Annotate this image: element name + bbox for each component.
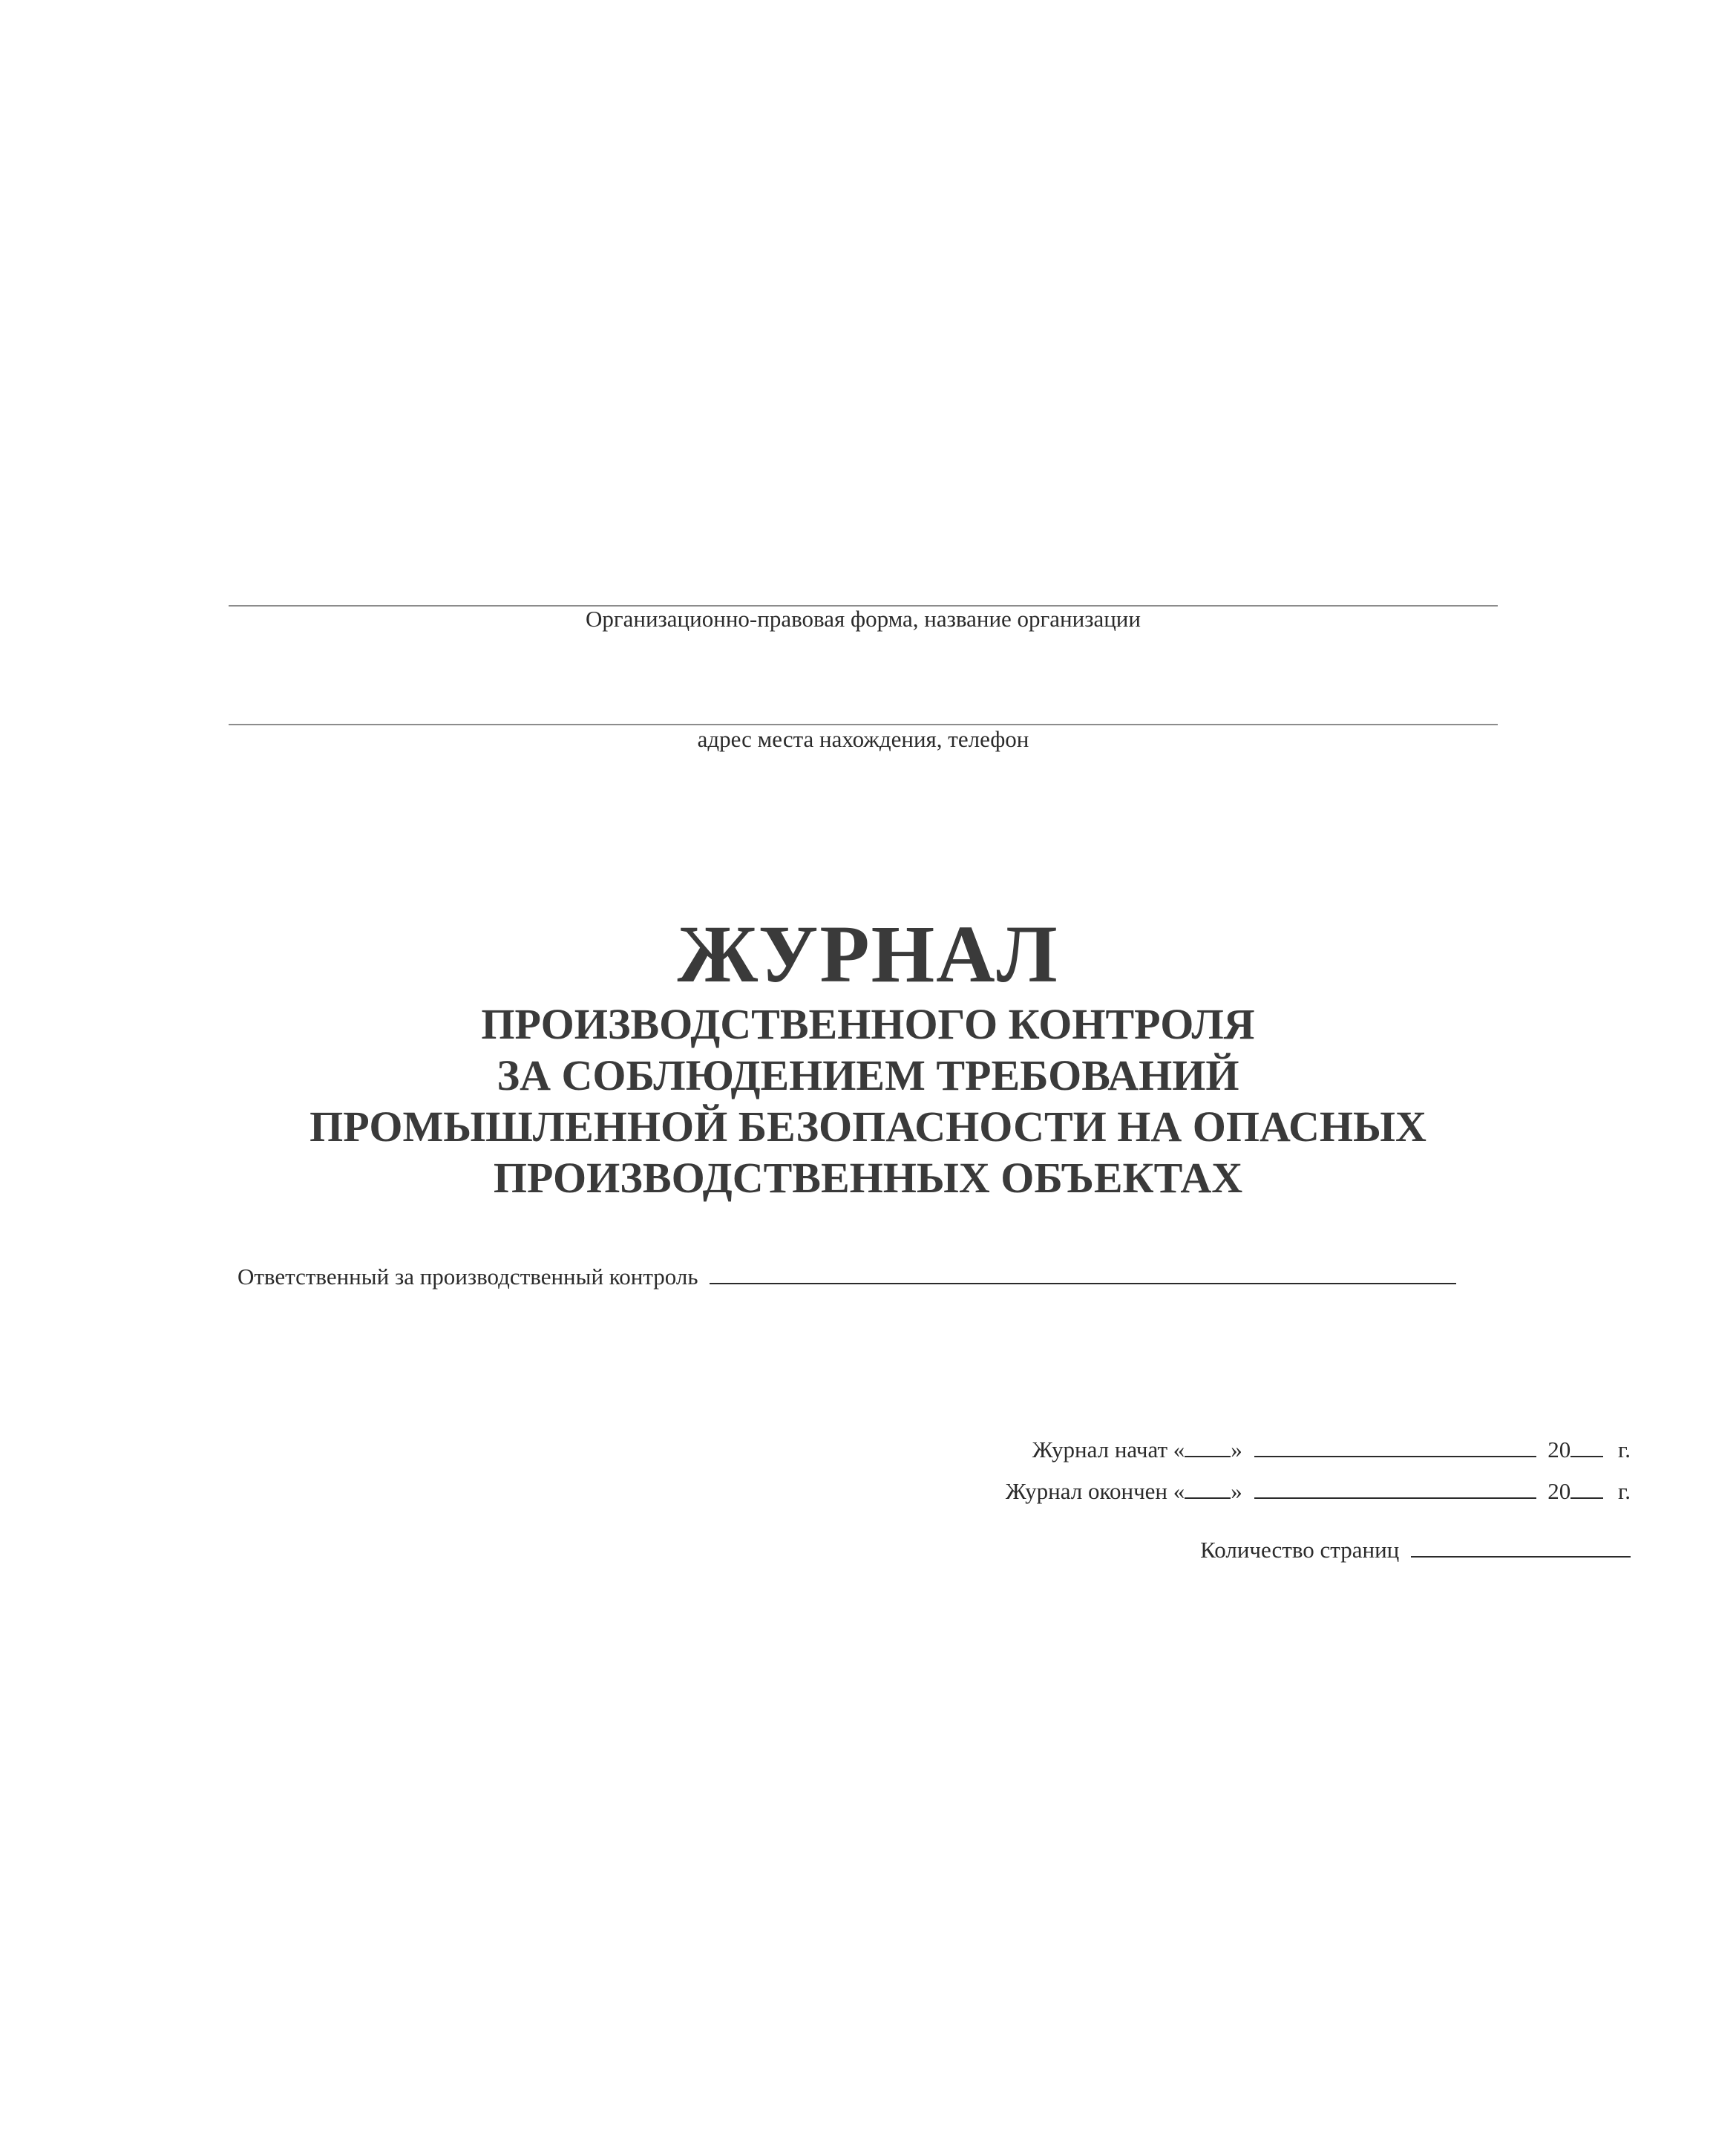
journal-ended-quote-close: » [1231, 1478, 1242, 1504]
journal-started-label: Журнал начат « [1032, 1437, 1185, 1462]
journal-ended-label: Журнал окончен « [1005, 1478, 1185, 1504]
subtitle-line-1: ПРОИЗВОДСТВЕННОГО КОНТРОЛЯ [481, 1000, 1255, 1048]
journal-started-day-field[interactable] [1185, 1435, 1231, 1457]
journal-started-row [1032, 1435, 1631, 1465]
title-block [0, 909, 1736, 1203]
page-count-label: Количество страниц [1200, 1537, 1400, 1563]
journal-ended-year-prefix: 20 [1547, 1478, 1571, 1504]
journal-ended-day-field[interactable] [1185, 1477, 1231, 1499]
journal-started-year-field[interactable] [1570, 1435, 1603, 1457]
journal-started-year-suffix: г. [1618, 1437, 1631, 1462]
journal-started-year-prefix: 20 [1547, 1437, 1571, 1462]
responsible-label: Ответственный за производственный контроль [238, 1264, 698, 1290]
page-title: ЖУРНАЛ [677, 909, 1059, 999]
page-count-field[interactable] [1411, 1535, 1631, 1558]
subtitle-line-2: ЗА СОБЛЮДЕНИЕМ ТРЕБОВАНИЙ [497, 1051, 1239, 1099]
page-count-row [1200, 1535, 1631, 1565]
org-name-caption: Организационно-правовая форма, название организации [586, 606, 1141, 632]
responsible-row [238, 1262, 1456, 1292]
journal-started-quote-close: » [1231, 1437, 1242, 1462]
journal-ended-year-suffix: г. [1618, 1478, 1631, 1504]
address-caption: адрес места нахождения, телефон [697, 726, 1029, 752]
journal-started-month-field[interactable] [1254, 1435, 1536, 1457]
subtitle-line-3: ПРОМЫШЛЕННОЙ БЕЗОПАСНОСТИ НА ОПАСНЫХ [309, 1102, 1427, 1151]
subtitle-line-4: ПРОИЗВОДСТВЕННЫХ ОБЪЕКТАХ [493, 1154, 1243, 1202]
journal-ended-row [1006, 1477, 1631, 1506]
journal-ended-year-field[interactable] [1570, 1477, 1603, 1499]
journal-ended-month-field[interactable] [1254, 1477, 1536, 1499]
responsible-field[interactable] [710, 1262, 1456, 1284]
